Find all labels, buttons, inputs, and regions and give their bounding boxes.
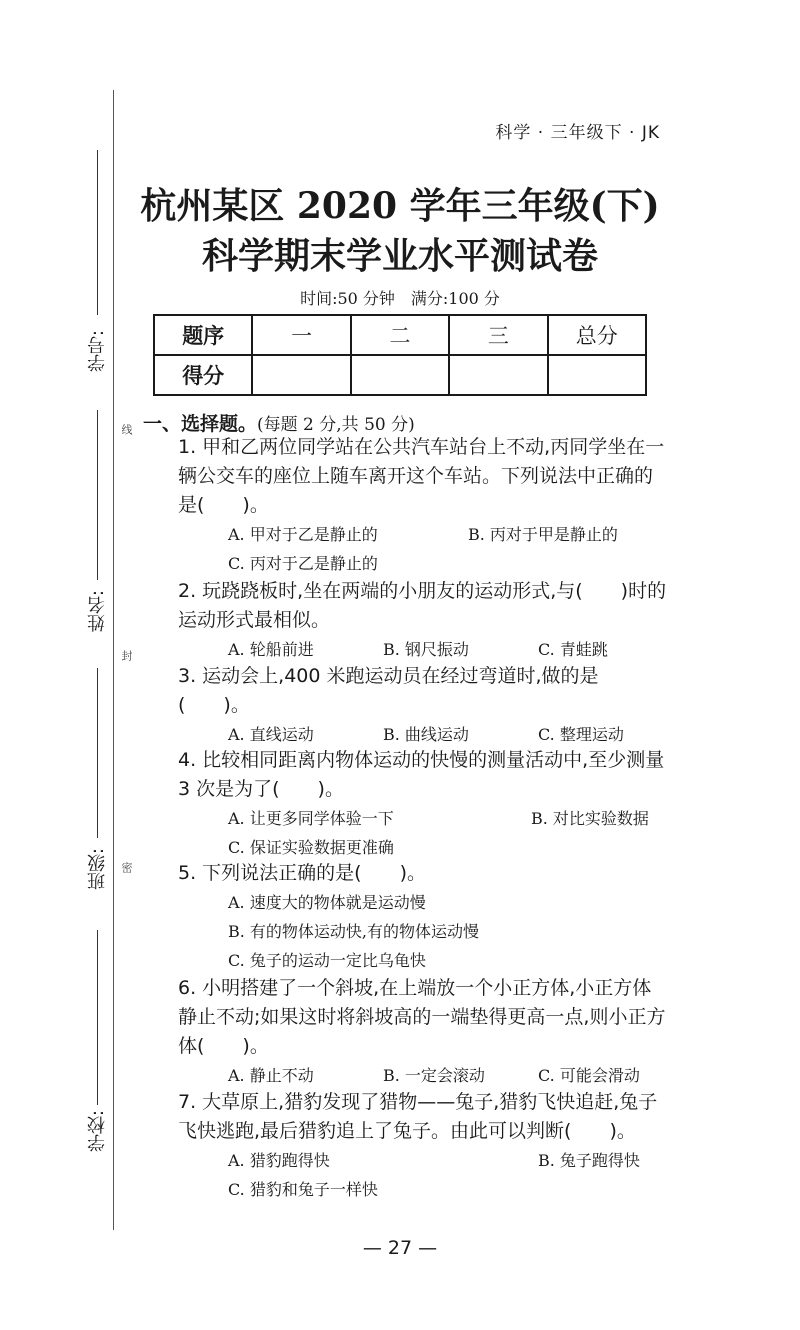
student-id-label: 学号: xyxy=(87,330,108,373)
seal-mark-seal: 封 xyxy=(120,650,133,661)
question-1 xyxy=(178,433,668,578)
score-table-score-row xyxy=(154,355,646,395)
exam-title-line2: 科学期末学业水平测试卷 xyxy=(201,235,598,277)
question-text: 3. 运动会上,400 米跑运动员在经过弯道时,做的是( )。 xyxy=(178,665,599,716)
class-label: 班级: xyxy=(87,848,108,891)
question-options xyxy=(178,888,668,975)
question-options xyxy=(178,520,668,578)
score-cell xyxy=(351,355,449,395)
option-c: C. 保证实验数据更准确 xyxy=(228,838,394,857)
score-table-header-cell: 三 xyxy=(449,315,547,355)
section-note: (每题 2 分,共 50 分) xyxy=(257,415,415,435)
question-options xyxy=(178,1146,668,1204)
question-6 xyxy=(178,974,668,1090)
option-b: B. 兔子跑得快 xyxy=(538,1151,640,1170)
seal-mark-secret: 密 xyxy=(120,862,133,873)
question-3 xyxy=(178,662,668,749)
option-a: A. 猎豹跑得快 xyxy=(228,1151,330,1170)
question-options xyxy=(178,1061,668,1090)
question-text: 5. 下列说法正确的是( )。 xyxy=(178,862,426,884)
class-write-line xyxy=(97,668,98,838)
score-table-header-cell: 二 xyxy=(351,315,449,355)
option-a: A. 速度大的物体就是运动慢 xyxy=(228,893,426,912)
option-c: C. 丙对于乙是静止的 xyxy=(228,554,378,573)
question-4 xyxy=(178,746,668,862)
option-c: C. 可能会滑动 xyxy=(538,1066,640,1085)
score-cell xyxy=(252,355,350,395)
question-text: 4. 比较相同距离内物体运动的快慢的测量活动中,至少测量 3 次是为了( )。 xyxy=(178,749,665,800)
question-options xyxy=(178,804,668,862)
page-number: — 27 — xyxy=(362,1237,438,1259)
name-write-line xyxy=(97,410,98,580)
question-7 xyxy=(178,1088,668,1204)
option-c: C. 整理运动 xyxy=(538,725,624,744)
question-5 xyxy=(178,859,668,975)
option-b: B. 有的物体运动快,有的物体运动慢 xyxy=(228,922,480,941)
score-table xyxy=(153,314,647,396)
school-write-line xyxy=(97,930,98,1105)
score-table-header-cell: 题序 xyxy=(154,315,252,355)
school-label: 学校: xyxy=(87,1110,108,1153)
question-2 xyxy=(178,577,668,664)
option-a: A. 轮船前进 xyxy=(228,640,314,659)
option-b: B. 钢尺振动 xyxy=(383,640,469,659)
option-a: A. 甲对于乙是静止的 xyxy=(228,525,378,544)
question-options xyxy=(178,635,668,664)
score-cell xyxy=(449,355,547,395)
section-title: 一、选择题。 xyxy=(143,413,258,435)
score-table-header-row xyxy=(154,315,646,355)
score-table-header-cell: 总分 xyxy=(548,315,646,355)
question-text: 6. 小明搭建了一个斜坡,在上端放一个小正方体,小正方体静止不动;如果这时将斜坡高的一端垫得更高一点,则小正方体( )。 xyxy=(178,977,666,1057)
option-b: B. 曲线运动 xyxy=(383,725,469,744)
subject-tag: 科学 · 三年级下 · JK xyxy=(495,123,660,143)
section-heading xyxy=(143,409,415,436)
option-c: C. 青蛙跳 xyxy=(538,640,608,659)
option-a: A. 让更多同学体验一下 xyxy=(228,809,394,828)
option-c: C. 兔子的运动一定比乌龟快 xyxy=(228,951,426,970)
question-text: 1. 甲和乙两位同学站在公共汽车站台上不动,丙同学坐在一辆公交车的座位上随车离开这个车站。下列说法中正确的是( )。 xyxy=(178,436,665,516)
option-b: B. 一定会滚动 xyxy=(383,1066,485,1085)
exam-time-score: 时间:50 分钟 满分:100 分 xyxy=(300,289,500,308)
score-row-label: 得分 xyxy=(154,355,252,395)
option-b: B. 对比实验数据 xyxy=(531,809,649,828)
option-a: A. 静止不动 xyxy=(228,1066,314,1085)
option-a: A. 直线运动 xyxy=(228,725,314,744)
name-label: 姓名: xyxy=(87,590,108,633)
question-text: 2. 玩跷跷板时,坐在两端的小朋友的运动形式,与( )时的运动形式最相似。 xyxy=(178,580,667,631)
question-text: 7. 大草原上,猎豹发现了猎物——兔子,猎豹飞快追赶,兔子飞快逃跑,最后猎豹追上了兔子。由此可以判断( )。 xyxy=(178,1091,658,1142)
exam-title-line1: 杭州某区 2020 学年三年级(下) xyxy=(140,185,660,227)
option-b: B. 丙对于甲是静止的 xyxy=(468,525,618,544)
option-c: C. 猎豹和兔子一样快 xyxy=(228,1180,378,1199)
seal-mark-line: 线 xyxy=(120,424,133,435)
score-table-header-cell: 一 xyxy=(252,315,350,355)
question-options xyxy=(178,720,668,749)
score-cell xyxy=(548,355,646,395)
